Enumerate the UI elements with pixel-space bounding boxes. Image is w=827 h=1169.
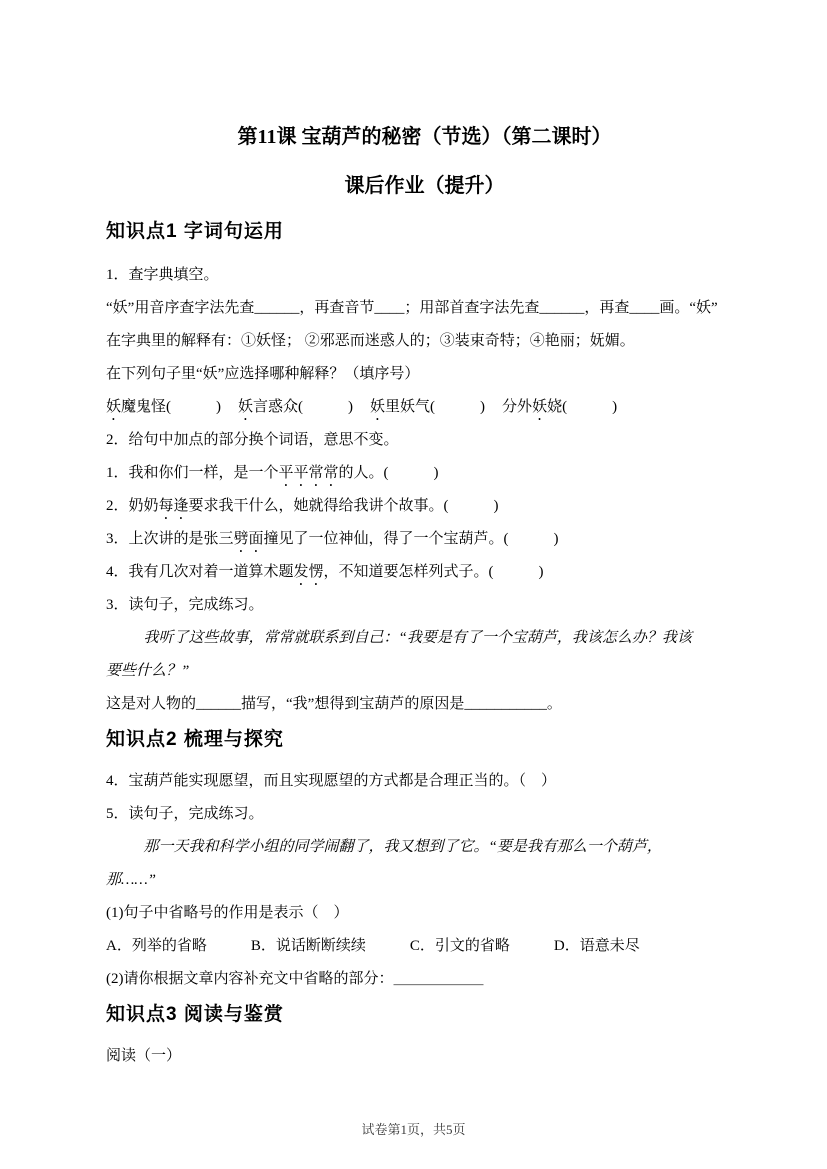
question-5-quote-line-2: 那……” xyxy=(106,872,157,888)
phrase-item xyxy=(238,399,353,415)
question-5-options-row xyxy=(106,930,743,963)
phrase-item xyxy=(502,399,617,415)
page-subtitle: 课后作业（提升） xyxy=(344,175,505,197)
question-1-fill-line: “妖”用音序查字法先查______，再查音节____；用部首查字法先查______，再查____画。“妖” xyxy=(106,300,718,316)
sentence-post: 撞见了一位神仙，得了一个宝葫芦。( ) xyxy=(263,531,559,547)
phrase-pre: 分外 xyxy=(502,399,533,415)
section-1-heading: 知识点1 字词句运用 xyxy=(106,221,284,242)
sentence-pre: 4．我有几次对着一道算术题 xyxy=(106,564,294,580)
sentence-post: 要求我干什么，她就得给我讲个故事。( ) xyxy=(188,498,499,514)
sentence-post: 的人。( ) xyxy=(338,465,439,481)
sentence-pre: 2．奶奶 xyxy=(106,498,159,514)
question-2-stem: 2．给句中加点的部分换个词语，意思不变。 xyxy=(106,432,399,448)
option-a: A．列举的省略 xyxy=(106,938,207,954)
question-3-quote-line-2: 要些什么？” xyxy=(106,663,190,679)
page-title: 第11课 宝葫芦的秘密（节选）（第二课时） xyxy=(237,126,612,148)
question-4: 4．宝葫芦能实现愿望，而且实现愿望的方式都是合理正当的。（ ） xyxy=(106,773,557,789)
sentence-post: ，不知道要怎样列式子。( ) xyxy=(323,564,544,580)
question-1-phrase-row xyxy=(106,391,743,424)
sentence-emphasized: 发愣 xyxy=(293,564,324,580)
question-1-stem: 1．查字典填空。 xyxy=(106,267,219,283)
phrase-emphasized: 妖 xyxy=(532,399,548,415)
section-3-heading: 知识点3 阅读与鉴赏 xyxy=(106,1004,284,1025)
phrase-emphasized: 妖 xyxy=(106,399,122,415)
question-1-instruction: 在下列句子里“妖”应选择哪种解释？（填序号） xyxy=(106,366,420,382)
question-2-item xyxy=(106,457,743,490)
phrase-post: 娆( ) xyxy=(547,399,618,415)
question-5-quote-line-1: 那一天我和科学小组的同学闹翻了，我又想到了它。“要是我有那么一个葫芦， xyxy=(143,839,662,855)
phrase-emphasized: 妖 xyxy=(370,399,386,415)
question-2-item xyxy=(106,490,743,523)
phrase-item xyxy=(106,399,221,415)
question-3-analysis: 这是对人物的______描写，“我”想得到宝葫芦的原因是___________。 xyxy=(106,696,562,712)
question-2-item xyxy=(106,556,743,589)
question-5-stem: 5．读句子，完成练习。 xyxy=(106,806,264,822)
question-1-definitions: 在字典里的解释有：①妖怪； ②邪恶而迷惑人的；③装束奇特；④艳丽；妩媚。 xyxy=(106,333,635,349)
question-5-sub-2: (2)请你根据文章内容补充文中省略的部分：＿＿＿＿＿＿ xyxy=(106,971,484,987)
question-5-sub-1: (1)句子中省略号的作用是表示（ ） xyxy=(106,905,349,921)
question-3-quote-line-1: 我听了这些故事，常常就联系到自己：“我要是有了一个宝葫芦，我该怎么办？我该 xyxy=(143,630,692,646)
option-d: D．语意未尽 xyxy=(553,938,640,954)
question-2-item xyxy=(106,523,743,556)
section-2-heading: 知识点2 梳理与探究 xyxy=(106,729,284,750)
phrase-emphasized: 妖 xyxy=(238,399,254,415)
option-c: C．引文的省略 xyxy=(409,938,510,954)
option-b: B．说话断断续续 xyxy=(250,938,366,954)
phrase-post: 魔鬼怪( ) xyxy=(121,399,222,415)
phrase-item xyxy=(370,399,485,415)
question-3-stem: 3．读句子，完成练习。 xyxy=(106,597,264,613)
reading-1-label: 阅读（一） xyxy=(106,1048,182,1064)
sentence-pre: 3．上次讲的是张三 xyxy=(106,531,234,547)
sentence-emphasized: 劈面 xyxy=(233,531,264,547)
sentence-emphasized: 每逢 xyxy=(158,498,189,514)
sentence-pre: 1．我和你们一样，是一个 xyxy=(106,465,279,481)
sentence-emphasized: 平平常常 xyxy=(278,465,339,481)
page-footer: 试卷第1页，共5页 xyxy=(361,1122,466,1137)
phrase-post: 言惑众( ) xyxy=(253,399,354,415)
phrase-post: 里妖气( ) xyxy=(385,399,486,415)
